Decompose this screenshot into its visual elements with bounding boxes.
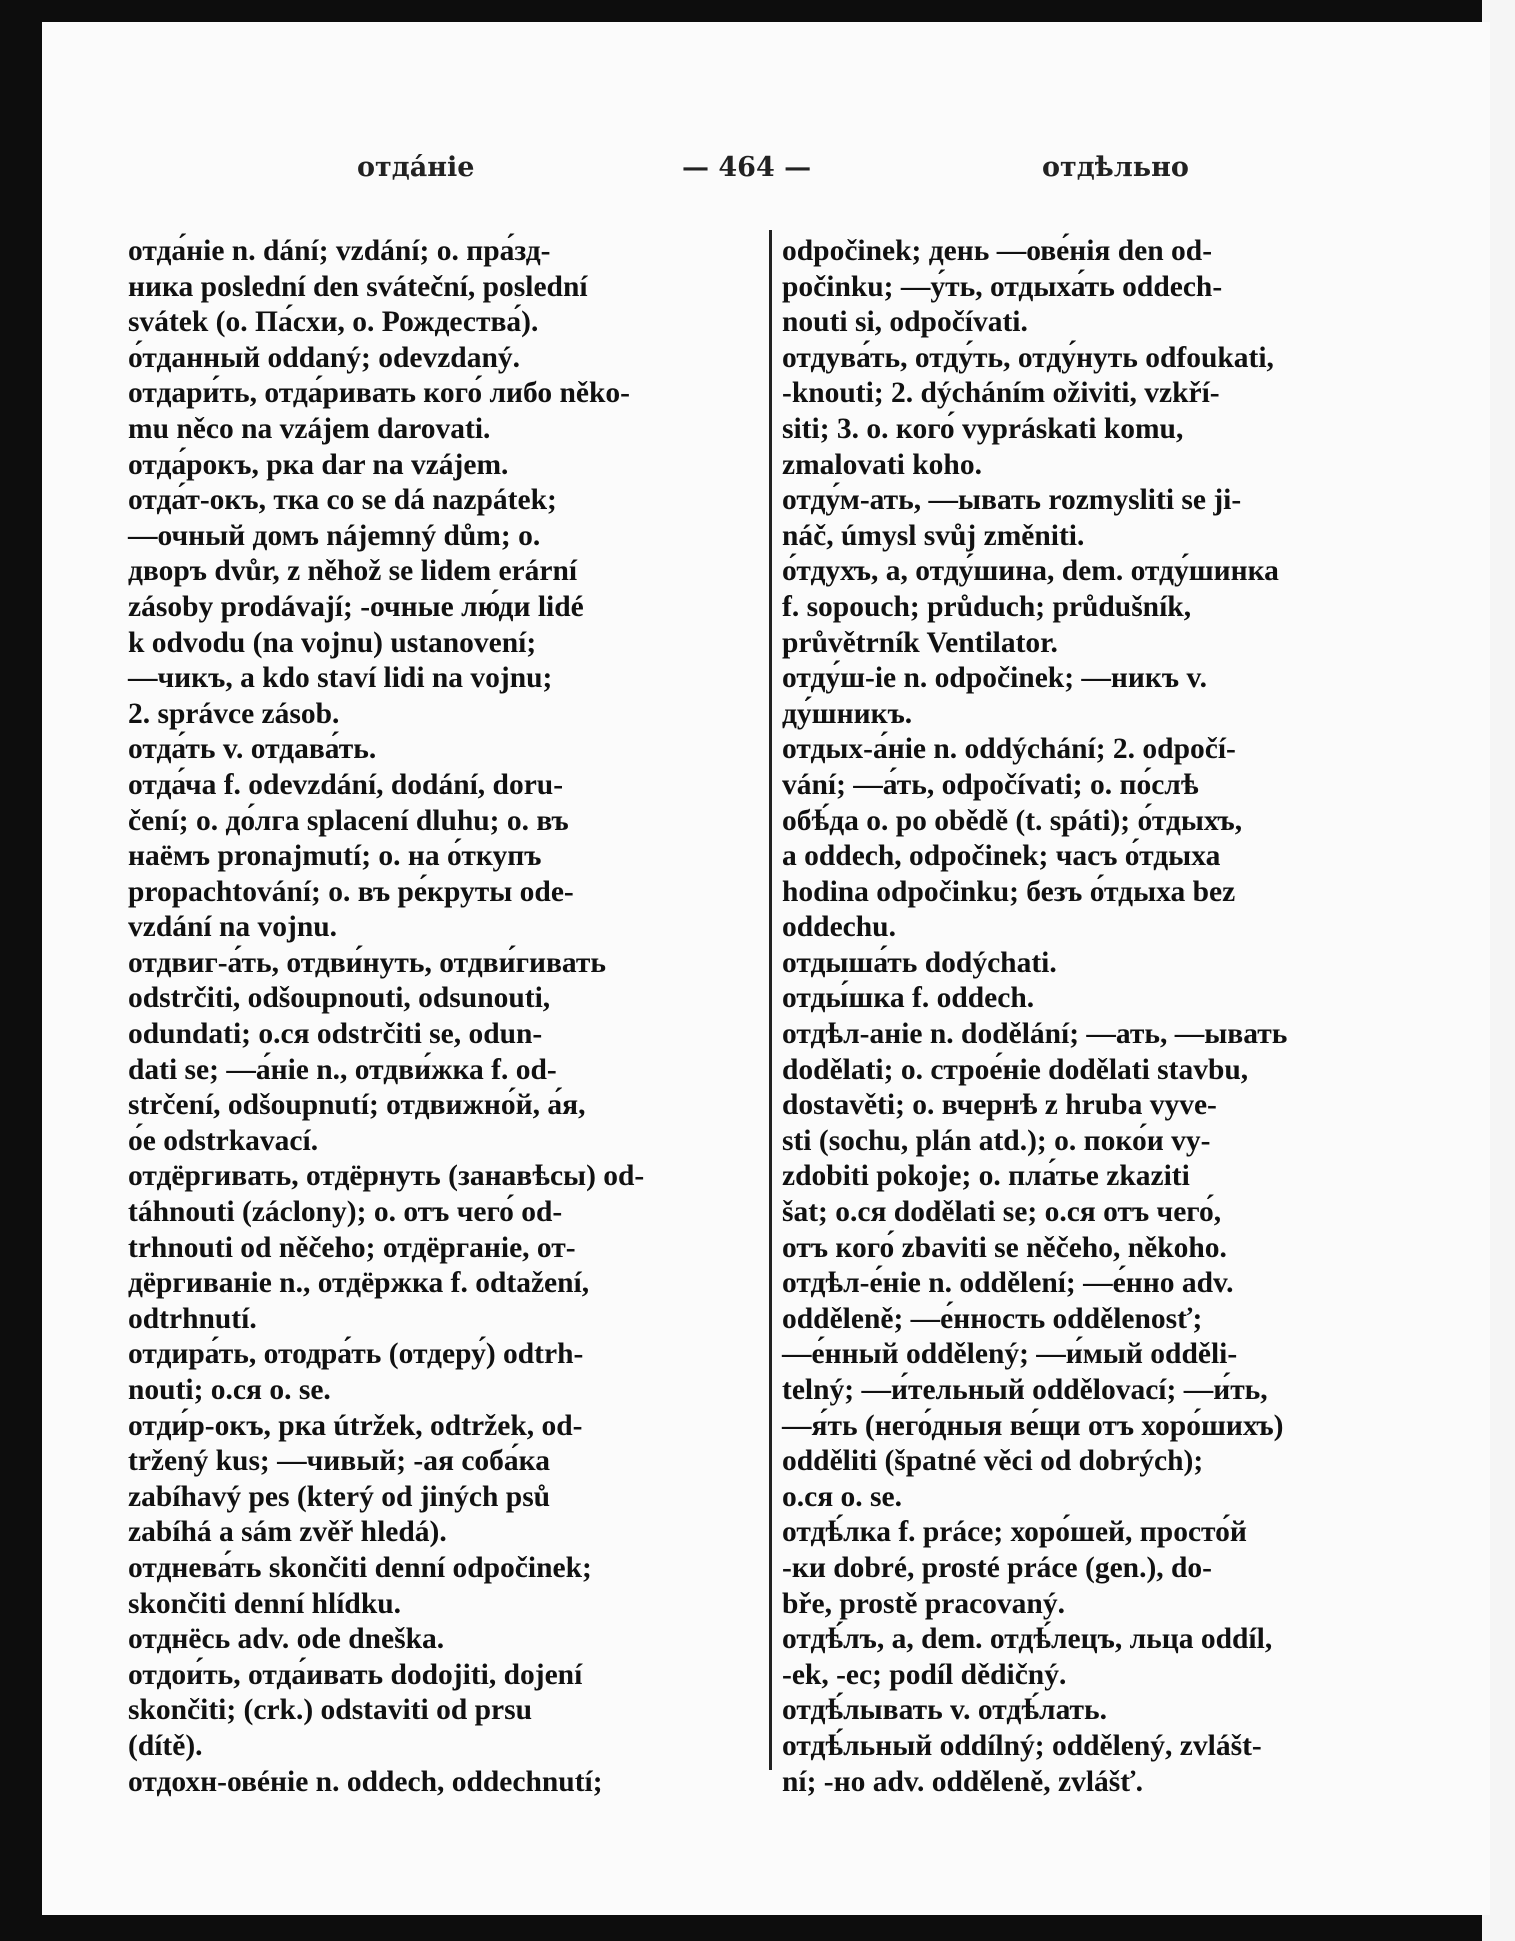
entry-line: отда́ніе n. dání; vzdání; o. пра́зд-: [128, 235, 551, 267]
entry-line: отды́шка f. oddech.: [782, 982, 1035, 1015]
entry-line: отдёргивать, отдёрнуть (занавѣсы) od-: [128, 1160, 645, 1193]
entry-line: odtrhnutí.: [128, 1302, 257, 1335]
entry-line: siti; 3. o. кого́ vypráskati komu,: [782, 412, 1184, 445]
entry-line: отду́ш-іе n. odpočinek; —никъ v.: [782, 662, 1207, 695]
entry-line: svátek (o. Па́сxи, o. Рождества́).: [128, 306, 539, 339]
entry-line: a oddech, odpočinek; часъ о́тдыха: [782, 840, 1221, 873]
entry-line: отдѣ́льный oddílný; oddělený, zvlášt-: [782, 1729, 1262, 1762]
entry-line: отдѣл-аніе n. dodělání; —ать, —ывать: [782, 1018, 1288, 1051]
entry-line: отднева́ть skončiti denní odpočinek;: [128, 1551, 592, 1584]
entry-line: propachtování; o. въ ре́круты ode-: [128, 875, 574, 908]
entry-line: odpočinek; день —ове́нія den od-: [782, 235, 1213, 267]
entry-line: отдыша́ть dodýchati.: [782, 946, 1057, 979]
left-column: [128, 234, 768, 1800]
entry-line: zabíhá a sám zvěř hledá).: [128, 1516, 447, 1549]
entry-line: отдѣ́лка f. práce; хоро́шей, просто́й: [782, 1516, 1247, 1549]
entry-line: отдои́ть, отда́ивать dodojiti, dojení: [128, 1658, 583, 1691]
entry-line: o.ся o. se.: [782, 1480, 903, 1513]
entry-line: průvětrník Ventilator.: [782, 626, 1058, 659]
entry-line: отдари́ть, отда́ривать кого́ либо někо-: [128, 377, 630, 410]
entry-line: nouti si, odpočívati.: [782, 306, 1028, 339]
entry-line: отдѣ́лъ, а, dem. отдѣ́лецъ, льца oddíl,: [782, 1623, 1273, 1656]
entry-line: odstrčiti, odšoupnouti, odsunouti,: [128, 982, 551, 1015]
entry-line: 2. správce zásob.: [128, 697, 340, 730]
entry-line: отдѣл-е́ніе n. oddělení; —е́нно adv.: [782, 1267, 1234, 1300]
entry-line: -ek, -ec; podíl dědičný.: [782, 1658, 1067, 1691]
entry-line: sti (sochu, plán atd.); o. поко́и vy-: [782, 1124, 1211, 1157]
entry-line: vání; —а́ть, odpočívati; o. по́слѣ: [782, 768, 1199, 801]
entry-line: отда́рокъ, рка dar na vzájem.: [128, 448, 509, 481]
entry-line: —очный домъ nájemný dům; o.: [128, 519, 541, 552]
entry-line: отдира́ть, отодра́ть (отдеру́) odtrh-: [128, 1338, 584, 1371]
page-number: — 464 —: [682, 152, 812, 183]
entry-line: k odvodu (na vojnu) ustanovení;: [128, 626, 537, 659]
header-left-guideword: отда́ніе: [357, 152, 475, 183]
entry-line: táhnouti (záclony); o. отъ чего́ od-: [128, 1196, 563, 1229]
column-divider: [769, 230, 772, 1770]
entry-line: отдѣ́лывать v. отдѣ́лать.: [782, 1694, 1108, 1727]
running-header: [42, 152, 1490, 192]
entry-line: отда́ть v. отдава́ть.: [128, 733, 377, 766]
dictionary-page: [42, 22, 1490, 1915]
entry-line: -knouti; 2. dýcháním oživiti, vzkří-: [782, 377, 1220, 410]
entry-line: отду́м-ать, —ывать rozmysliti se ji-: [782, 484, 1242, 517]
entry-line: zásoby prodávají; -очные лю́ди lidé: [128, 590, 584, 623]
entry-line: дворъ dvůr, z něhož se lidem erární: [128, 555, 578, 588]
entry-line: telný; —и́тельный oddělovací; —и́ть,: [782, 1374, 1268, 1406]
entry-line: ду́шникъ.: [782, 697, 913, 730]
entry-line: tržený kus; —чивый; -ая соба́ка: [128, 1445, 550, 1478]
header-right-guideword: отдѣльно: [1042, 152, 1189, 183]
entry-line: отдува́ть, отду́ть, отду́нуть odfoukati,: [782, 341, 1274, 374]
entry-line: о́тданный oddaný; odevzdaný.: [128, 341, 520, 374]
right-column: [782, 234, 1432, 1800]
entry-line: hodina odpočinku; безъ о́тдыха bez: [782, 875, 1236, 908]
entry-line: vzdání na vojnu.: [128, 911, 338, 944]
entry-line: обѣ́да o. po obědě (t. spáti); о́тдыхъ,: [782, 804, 1243, 837]
entry-line: ní; -но adv. odděleně, zvlášť.: [782, 1765, 1143, 1798]
entry-line: (dítě).: [128, 1729, 203, 1762]
entry-line: отъ кого́ zbaviti se něčeho, někoho.: [782, 1231, 1227, 1264]
entry-line: bře, prostě pracovaný.: [782, 1587, 1065, 1620]
entry-line: počinku; —у́ть, отдыха́ть oddech-: [782, 270, 1223, 303]
entry-line: mu něco na vzájem darovati.: [128, 412, 491, 445]
entry-line: zdobiti pokoje; o. пла́тье zkaziti: [782, 1160, 1190, 1193]
entry-line: zabíhavý pes (který od jiných psů: [128, 1480, 551, 1513]
entry-line: šat; o.ся dodělati se; o.ся отъ чего́,: [782, 1196, 1222, 1229]
entry-line: skončiti; (crk.) odstaviti od prsu: [128, 1694, 533, 1727]
entry-line: о́тдухъ, а, отду́шина, dem. отду́шинка: [782, 555, 1279, 588]
entry-line: strčení, odšoupnutí; отдвижно́й, а́я,: [128, 1089, 586, 1122]
entry-line: náč, úmysl svůj změniti.: [782, 519, 1085, 552]
entry-line: —чикъ, a kdo staví lidi na vojnu;: [128, 662, 553, 695]
entry-line: отдвиг-а́ть, отдви́нуть, отдви́гивать: [128, 946, 606, 979]
entry-line: ника poslední den sváteční, poslední: [128, 270, 588, 303]
entry-line: о́е odstrkavací.: [128, 1124, 319, 1157]
entry-line: čení; o. до́лга splacení dluhu; o. въ: [128, 804, 569, 837]
entry-line: —я́ть (него́дныя ве́щи отъ хоро́шихъ): [782, 1409, 1284, 1442]
entry-line: skončiti denní hlídku.: [128, 1587, 402, 1620]
entry-line: nouti; o.ся o. se.: [128, 1374, 331, 1406]
entry-line: -ки dobré, prosté práce (gen.), do-: [782, 1551, 1212, 1584]
entry-line: наёмъ pronajmutí; o. на о́ткупъ: [128, 840, 542, 873]
entry-line: dodělati; o. строе́ніе dodělati stavbu,: [782, 1053, 1249, 1086]
entry-line: trhnouti od něčeho; отдёрганіе, от-: [128, 1231, 576, 1264]
entry-line: dostavěti; o. вчернѣ z hruba vyve-: [782, 1089, 1217, 1122]
entry-line: отднёсь adv. ode dneška.: [128, 1623, 445, 1656]
entry-line: odděliti (špatné věci od dobrých);: [782, 1445, 1204, 1478]
entry-line: отди́р-окъ, рка útržek, odtržek, od-: [128, 1409, 583, 1442]
entry-line: oddechu.: [782, 911, 896, 944]
entry-line: отда́т-окъ, тка co se dá nazpátek;: [128, 484, 557, 517]
entry-line: отдых-а́ніе n. oddýchání; 2. odpočí-: [782, 733, 1236, 766]
entry-line: f. sopouch; průduch; průdušník,: [782, 590, 1192, 623]
entry-line: dati se; —а́ніе n., отдви́жка f. od-: [128, 1053, 557, 1086]
entry-line: odděleně; —е́нность oddělenosť;: [782, 1302, 1203, 1335]
entry-line: zmalovati koho.: [782, 448, 982, 481]
entry-line: отда́ча f. odevzdání, dodání, doru-: [128, 768, 564, 801]
entry-line: отдохн-овéніе n. oddech, oddechnutí;: [128, 1765, 603, 1798]
entry-line: дёргиваніе n., отдёржка f. odtažení,: [128, 1267, 590, 1300]
entry-line: —е́нный oddělený; —и́мый odděli-: [782, 1338, 1238, 1371]
entry-line: odundati; o.ся odstrčiti se, odun-: [128, 1018, 543, 1051]
